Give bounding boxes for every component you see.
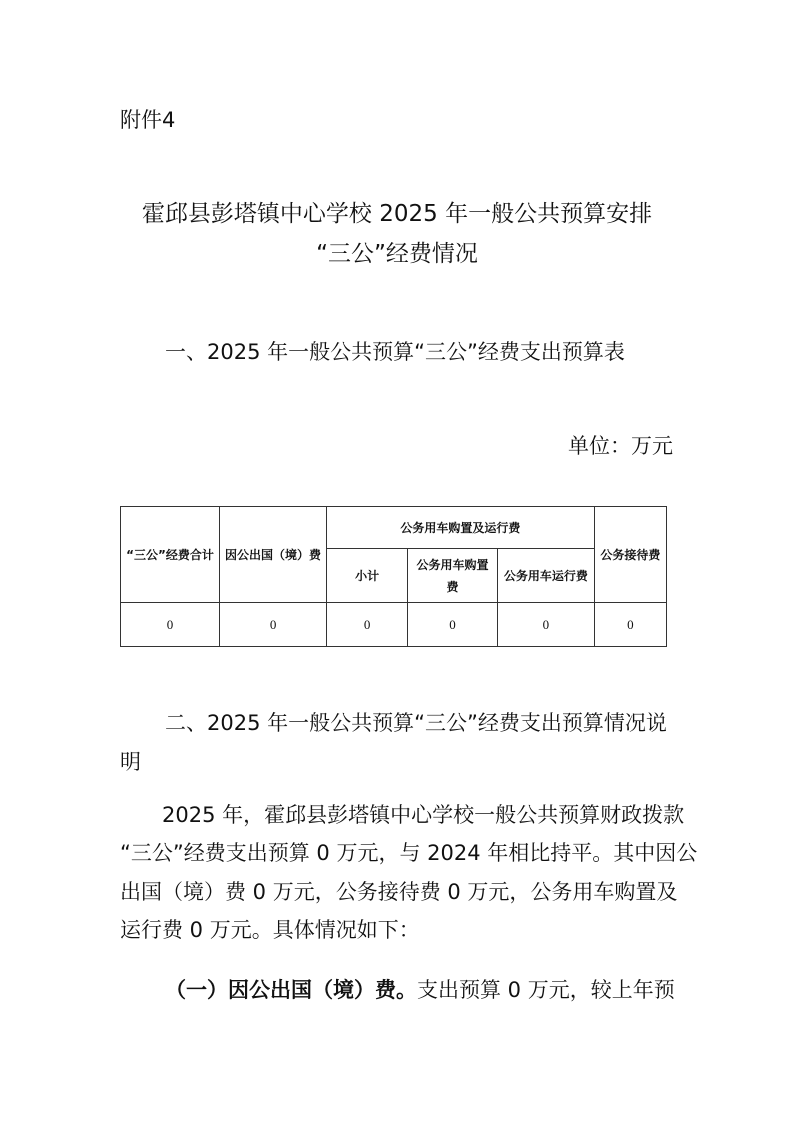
item1-text: 支出预算 0 万元，较上年预 — [417, 978, 675, 1002]
table-cell: 0 — [220, 603, 327, 647]
paragraph-line: 2025 年，霍邱县彭塔镇中心学校一般公共预算财政拨款 — [162, 803, 685, 827]
table-cell: 0 — [121, 603, 220, 647]
section1-heading: 一、2025 年一般公共预算“三公”经费支出预算表 — [165, 340, 625, 364]
budget-table — [120, 506, 667, 647]
header-total: “三公”经费合计 — [121, 507, 220, 603]
header-operation: 公务用车运行费 — [497, 549, 594, 603]
section2-heading-line1: 二、2025 年一般公共预算“三公”经费支出预算情况说 — [165, 711, 667, 735]
header-abroad: 因公出国（境）费 — [220, 507, 327, 603]
header-reception: 公务接待费 — [594, 507, 666, 603]
header-purchase: 公务用车购置费 — [408, 549, 498, 603]
table-cell: 0 — [408, 603, 498, 647]
table-cell: 0 — [497, 603, 594, 647]
header-vehicle: 公务用车购置及运行费 — [327, 507, 595, 549]
section2-heading-line2: 明 — [120, 750, 141, 774]
header-subtotal: 小计 — [327, 549, 408, 603]
item1-heading: （一）因公出国（境）费。 — [165, 978, 417, 1002]
table-cell: 0 — [594, 603, 666, 647]
item1-line — [165, 976, 675, 1004]
doc-title-line1: 霍邱县彭塔镇中心学校 2025 年一般公共预算安排 — [141, 201, 653, 227]
paragraph-line: 出国（境）费 0 万元，公务接待费 0 万元，公务用车购置及 — [120, 880, 678, 904]
table-cell: 0 — [327, 603, 408, 647]
paragraph-line: “三公”经费支出预算 0 万元，与 2024 年相比持平。其中因公 — [120, 841, 698, 865]
unit-label: 单位：万元 — [568, 434, 673, 458]
paragraph-line: 运行费 0 万元。具体情况如下： — [120, 918, 420, 942]
attachment-label: 附件4 — [120, 108, 176, 132]
doc-title-line2: “三公”经费情况 — [316, 241, 478, 267]
